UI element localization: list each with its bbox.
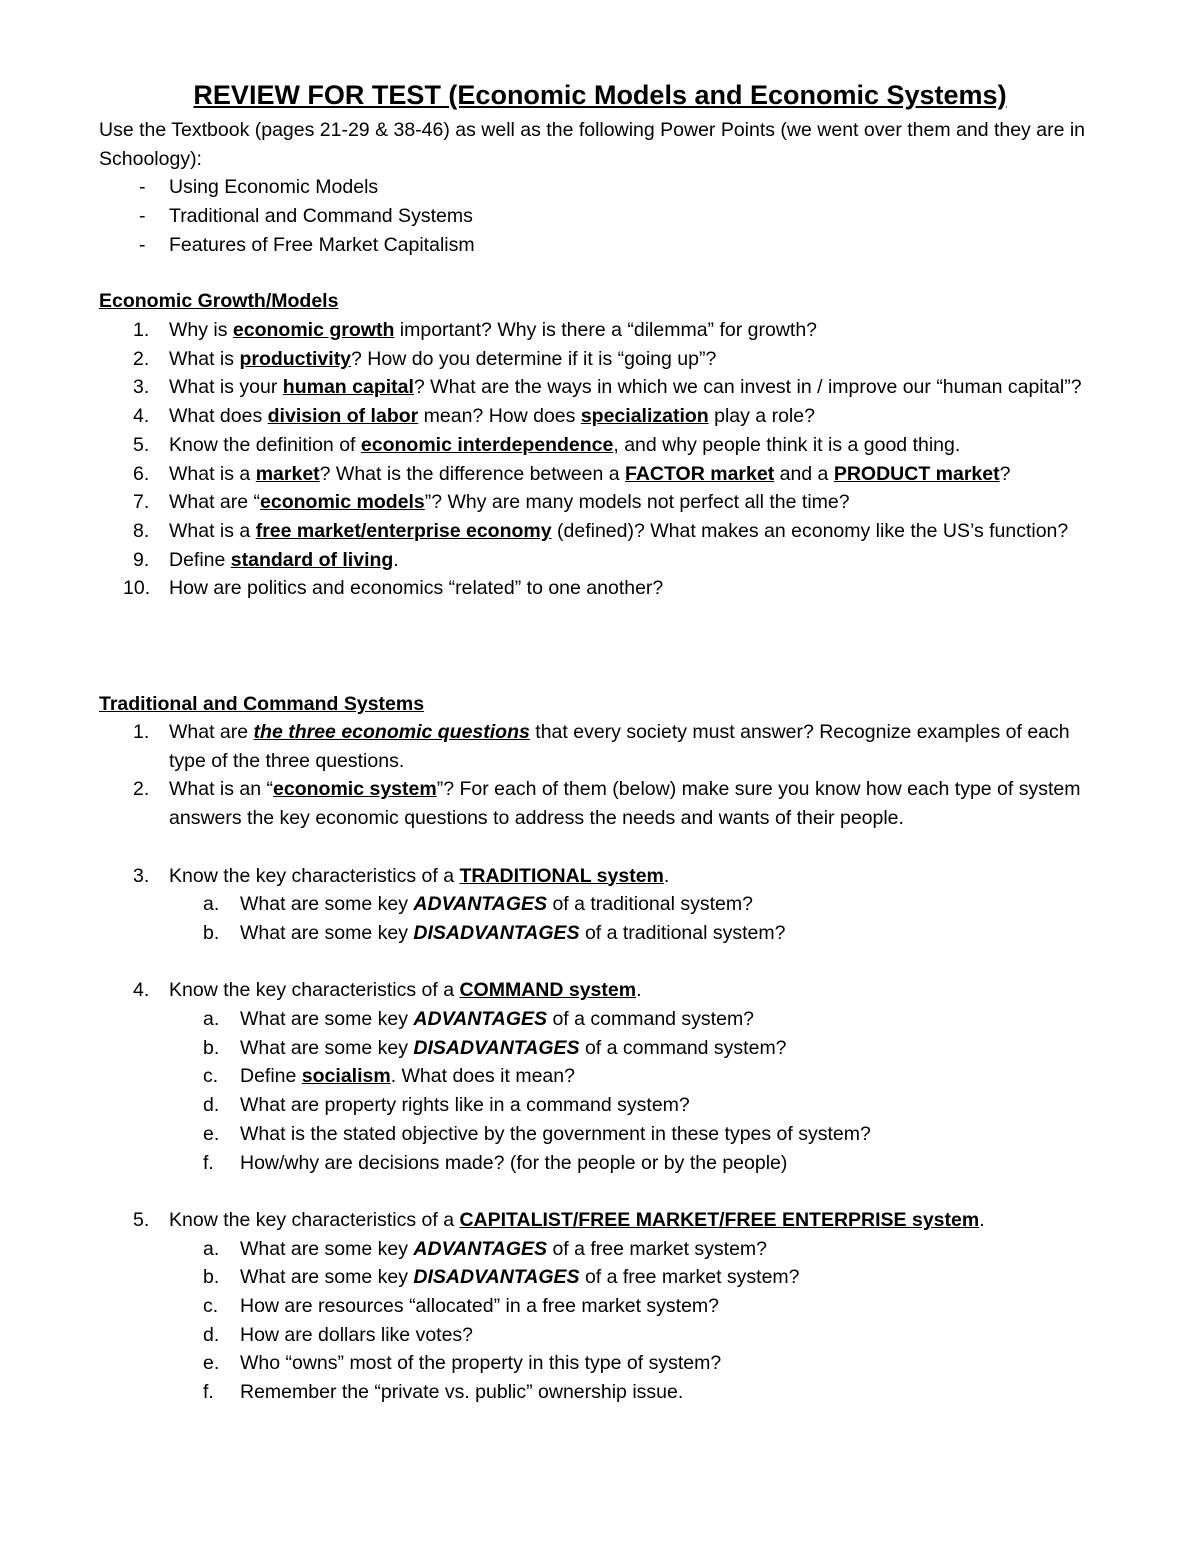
list-item: 10. How are politics and economics “related” to one another?: [123, 577, 664, 600]
list-item: 6. What is a market? What is the difference between a FACTOR market and a PRODUCT market?: [133, 462, 1011, 485]
sub-item: f. Remember the “private vs. public” ownership issue.: [203, 1381, 684, 1404]
sub-item: c. Define socialism. What does it mean?: [203, 1065, 575, 1088]
sub-item: f. How/why are decisions made? (for the people or by the people): [203, 1151, 788, 1174]
sub-item: c. How are resources “allocated” in a free market system?: [203, 1295, 720, 1318]
list-item: 3. What is your human capital? What are the ways in which we can invest in / improve our “human capital”?: [133, 376, 1082, 399]
sub-item: b. What are some key DISADVANTAGES of a command system?: [203, 1036, 787, 1059]
intro-block: [99, 116, 1109, 260]
page-title: REVIEW FOR TEST (Economic Models and Economic Systems): [193, 80, 1007, 110]
systems-question-list: [99, 718, 1109, 1407]
list-item: 3. Know the key characteristics of a TRADITIONAL system.: [133, 864, 670, 887]
sub-item: e. Who “owns” most of the property in this type of system?: [203, 1352, 722, 1375]
list-item: 9. Define standard of living.: [133, 548, 399, 571]
list-item: 2. What is an “economic system”? For each of them (below) make sure you know how each type of system answers the key economic questions to address the needs and wants of their people.: [133, 778, 1081, 830]
list-item: 1. What are the three economic questions that every society must answer? Recognize examples of each type of the three questions.: [133, 721, 1070, 772]
sub-item: d. What are property rights like in a command system?: [203, 1094, 690, 1117]
list-item: 8. What is a free market/enterprise economy (defined)? What makes an economy like the US’s function?: [133, 519, 1069, 542]
growth-question-list: [99, 316, 1109, 603]
list-item: 7. What are “economic models”? Why are many models not perfect all the time?: [133, 491, 850, 514]
sub-item: e. What is the stated objective by the government in these types of system?: [203, 1122, 871, 1145]
list-item: - Features of Free Market Capitalism: [139, 233, 475, 256]
sub-item: b. What are some key DISADVANTAGES of a free market system?: [203, 1266, 800, 1289]
sub-item: a. What are some key ADVANTAGES of a traditional system?: [203, 893, 753, 916]
section-heading-systems: Traditional and Command Systems: [99, 693, 425, 715]
sub-item: a. What are some key ADVANTAGES of a command system?: [203, 1008, 755, 1030]
section-heading-growth: Economic Growth/Models: [99, 290, 339, 312]
list-item: - Using Economic Models: [139, 176, 379, 199]
list-item: 1. Why is economic growth important? Why is there a “dilemma” for growth?: [133, 319, 818, 341]
list-item: - Traditional and Command Systems: [139, 205, 473, 228]
list-item: 5. Know the key characteristics of a CAPITALIST/FREE MARKET/FREE ENTERPRISE system.: [133, 1208, 985, 1231]
sub-item: a. What are some key ADVANTAGES of a free market system?: [203, 1237, 768, 1260]
list-item: 4. Know the key characteristics of a COMMAND system.: [133, 979, 642, 1002]
list-item: 4. What does division of labor mean? How does specialization play a role?: [133, 405, 815, 428]
list-item: 2. What is productivity? How do you determine if it is “going up”?: [133, 347, 717, 370]
sub-item: b. What are some key DISADVANTAGES of a traditional system?: [203, 921, 786, 944]
list-item: 5. Know the definition of economic interdependence, and why people think it is a good thing.: [133, 433, 961, 456]
intro-text: Use the Textbook (pages 21-29 & 38-46) as well as the following Power Points (we went over them and they are in Schoology):: [99, 119, 1086, 170]
sub-item: d. How are dollars like votes?: [203, 1323, 474, 1346]
